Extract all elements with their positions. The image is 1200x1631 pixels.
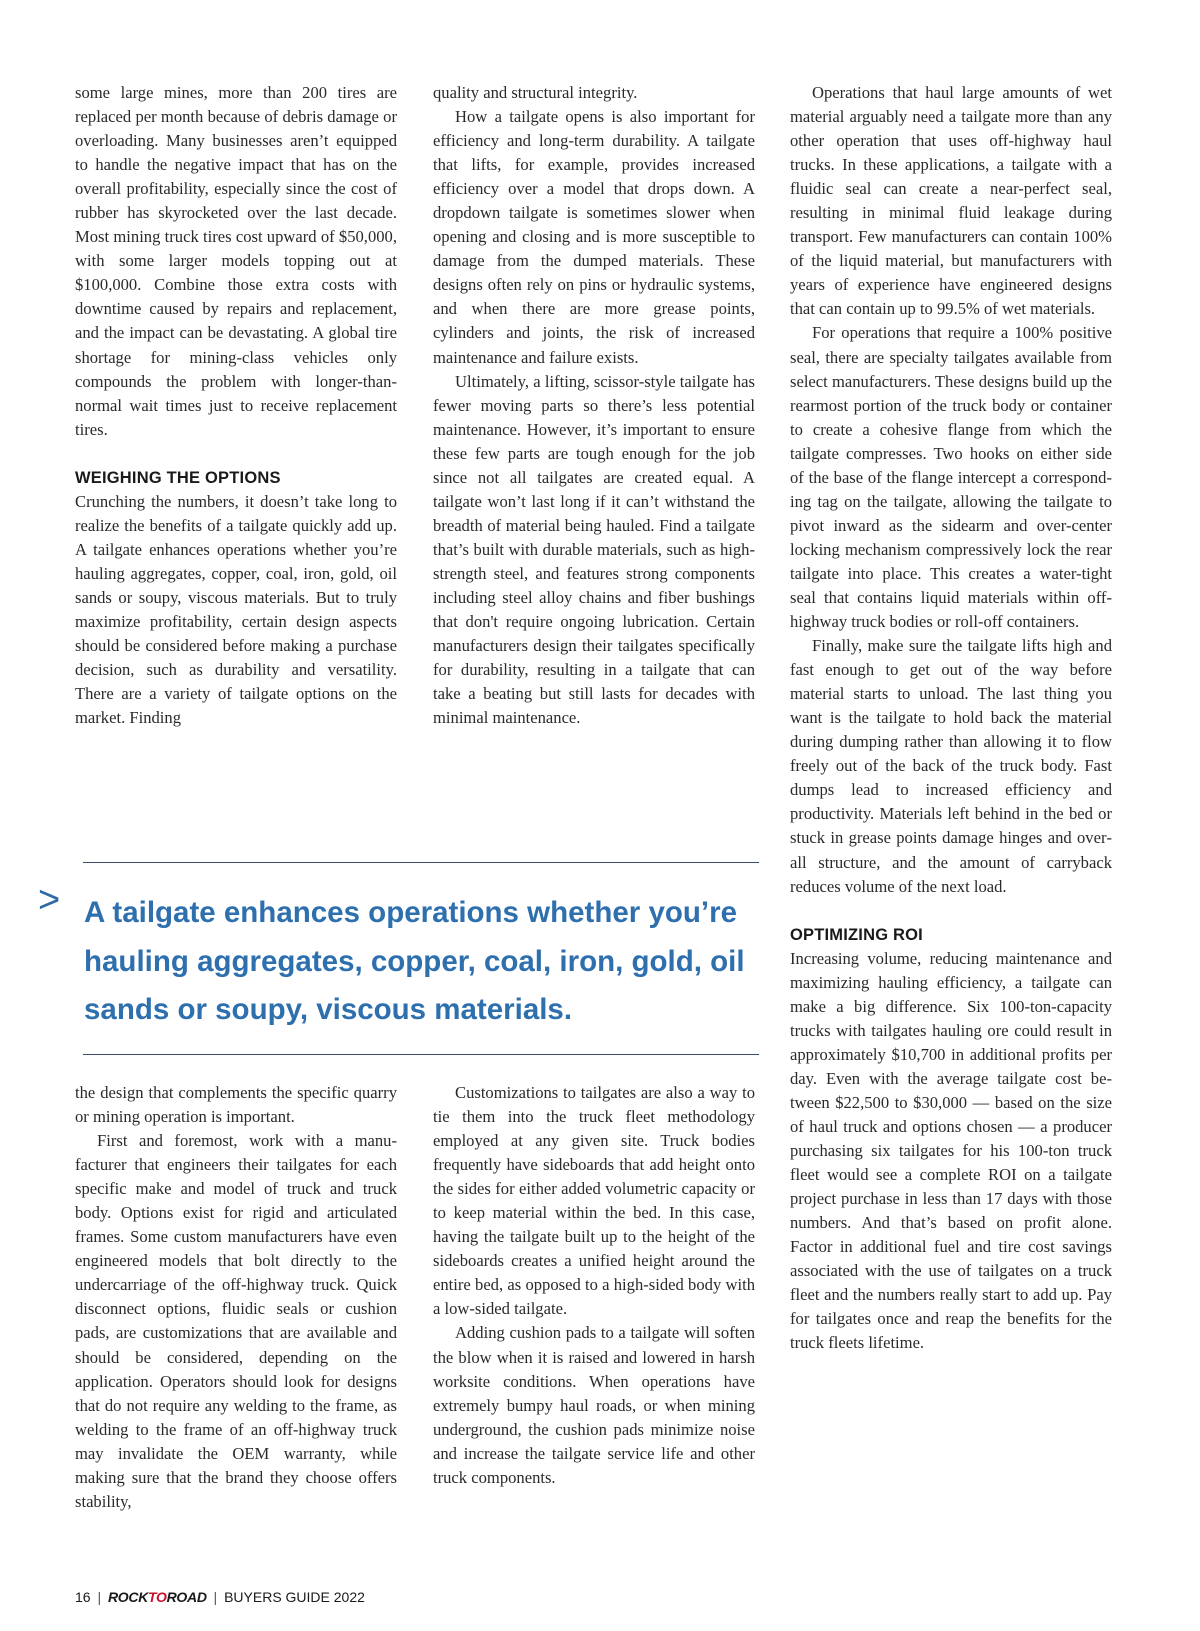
logo-road: ROAD	[166, 1589, 207, 1605]
page-number: 16	[75, 1589, 91, 1605]
paragraph: How a tailgate opens is also important for efficiency and long-term durability. A tailgate that lifts, for example, provides increased efficiency over a model that drops down. A dropdown tailgate is sometimes slower when opening and closing and is more susceptible to damage from the dumped materials. These designs often rely on pins or hydraulic systems, and when there are more grease points, cylinders and joints, the risk of increased maintenance and failure exists.	[433, 107, 755, 367]
footer-separator: |	[97, 1589, 102, 1605]
paragraph: Customizations to tailgates are also a way to tie them into the truck fleet methodology employed at any given site. Truck bodies frequently have sideboards that add height onto the sides for either added volumetric capacity or to keep material within the bed. In this case, having the tailgate built up to the height of the sideboards creates a unified height around the entire bed, as opposed to a high-sided body with a low-sided tailgate.	[433, 1083, 755, 1319]
logo-rock: ROCK	[108, 1589, 149, 1605]
column-2-top	[433, 81, 755, 730]
paragraph: Operations that haul large amounts of wet material arguably need a tailgate more than any other operation that uses off-highway haul trucks. In these applications, a tailgate with a fluidic seal can create a near-perfect seal, resulting in minimal fluid leakage during transport. Few manufacturers can contain 100% of the liquid material, but manufacturers with years of experience have engineered designs that can contain up to 99.5% of wet materials.	[790, 83, 1112, 319]
pull-quote-rule-bottom	[83, 1054, 759, 1055]
section-heading-optimizing-roi: OPTIMIZING ROI	[790, 925, 923, 944]
publication-logo	[108, 1589, 207, 1605]
paragraph: For operations that require a 100% positive seal, there are specialty tailgates available from select manufacturers. These designs build up the rearmost portion of the truck body or container to create a cohesive flange from which the tailgate compresses. Two hooks on either side of the base of the flange intercept a corresponding tag on the tailgate, allowing the tailgate to pivot inward as the sidearm and over-center locking mechanism compressively lock the rear tailgate into place. This creates a water-tight seal that contains liquid materials within off-highway truck bodies or roll-off containers.	[790, 323, 1112, 632]
publication-issue: BUYERS GUIDE 2022	[224, 1589, 365, 1605]
paragraph: the design that complements the specific quarry or mining operation is important.	[75, 1083, 397, 1127]
pull-quote: A tailgate enhances operations whether you’re hauling aggregates, copper, coal, iron, gold, oil sands or soupy, viscous materials.	[84, 896, 745, 1026]
column-1-bottom	[75, 1081, 397, 1514]
page-footer	[75, 1588, 365, 1606]
paragraph: Finally, make sure the tailgate lifts high and fast enough to get out of the way before material starts to unload. The last thing you want is the tailgate to hold back the material during dumping rather than allowing it to flow freely out of the back of the truck body. Fast dumps lead to increased efficiency and productivity. Materials left behind in the bed or stuck in grease points damage hinges and overall structure, and the amount of carryback reduces volume of the next load.	[790, 636, 1112, 896]
pull-quote-rule-top	[83, 862, 759, 863]
paragraph: Ultimately, a lifting, scissor-style tailgate has fewer moving parts so there’s less potential maintenance. However, it’s important to ensure these few parts are tough enough for the job since not all tailgates are created equal. A tailgate won’t last long if it can’t withstand the breadth of material being hauled. Find a tailgate that’s built with durable materials, such as high-strength steel, and features strong components including steel alloy chains and fiber bushings that don't require ongoing lubrication. Certain manufacturers design their tailgates specifically for durability, resulting in a tailgate that can take a beating but still lasts for decades with minimal maintenance.	[433, 371, 755, 728]
section-heading-weighing-options: WEIGHING THE OPTIONS	[75, 468, 281, 487]
logo-to: TO	[148, 1589, 167, 1605]
paragraph: First and foremost, work with a manufacturer that engineers their tailgates for each specific make and model of truck and truck body. Options exist for rigid and articulated frames. Some custom manufacturers have even engineered models that bolt directly to the undercarriage of the off-highway truck. Quick disconnect options, fluidic seals or cushion pads, are customizations that are available and should be considered, depending on the application. Operators should look for designs that do not require any welding to the frame, as welding to the frame of an off-highway truck may invalidate the OEM warranty, while making sure that the brand they choose offers stability,	[75, 1131, 397, 1511]
paragraph: Adding cushion pads to a tailgate will soften the blow when it is raised and lowered in harsh worksite conditions. When operations have extremely bumpy haul roads, or when mining underground, the cushion pads minimize noise and increase the tailgate service life and other truck components.	[433, 1323, 755, 1487]
paragraph: quality and structural integrity.	[433, 83, 638, 102]
paragraph: Crunching the numbers, it doesn’t take long to realize the benefits of a tailgate quickly add up. A tailgate enhances operations whether you’re hauling aggregates, copper, coal, iron, gold, oil sands or soupy, viscous materials. But to truly maximize profitability, certain design aspects should be considered before making a purchase decision, such as durability and versatility. There are a variety of tailgate options on the market. Finding	[75, 491, 397, 728]
column-2-bottom	[433, 1081, 755, 1490]
paragraph: some large mines, more than 200 tires are replaced per month because of debris damage or overloading. Many businesses aren’t equipped to handle the negative impact that has on the overall profitability, especially since the cost of rubber has skyrocketed over the last decade. Most mining truck tires cost upward of $50,000, with some larger models topping out at $100,000. Combine those extra costs with downtime caused by repairs and replacement, and the impact can be devastating. A global tire shortage for mining-class vehicles only compounds the problem with longer-than-normal wait times just to receive replacement tires.	[75, 83, 397, 439]
footer-separator: |	[213, 1589, 218, 1605]
paragraph: Increasing volume, reducing maintenance and maximizing hauling efficiency, a tailgate can make a big difference. Six 100-ton-capacity trucks with tailgates hauling ore could result in approximately $10,700 in additional profits per day. Even with the average tailgate cost between $22,500 to $30,000 — based on the size of haul truck and options chosen — a producer purchasing six tailgates for his 100-ton truck fleet would see a complete ROI on a tailgate project purchase in less than 17 days with those numbers. And that’s based on profit alone. Factor in additional fuel and tire cost savings associated with the use of tailgates on a truck fleet and the numbers really start to add up. Pay for tailgates once and reap the benefits for the truck fleets lifetime.	[790, 948, 1112, 1353]
pull-quote-marker: >	[38, 879, 61, 921]
column-3	[790, 81, 1112, 1355]
column-1-top	[75, 81, 397, 730]
